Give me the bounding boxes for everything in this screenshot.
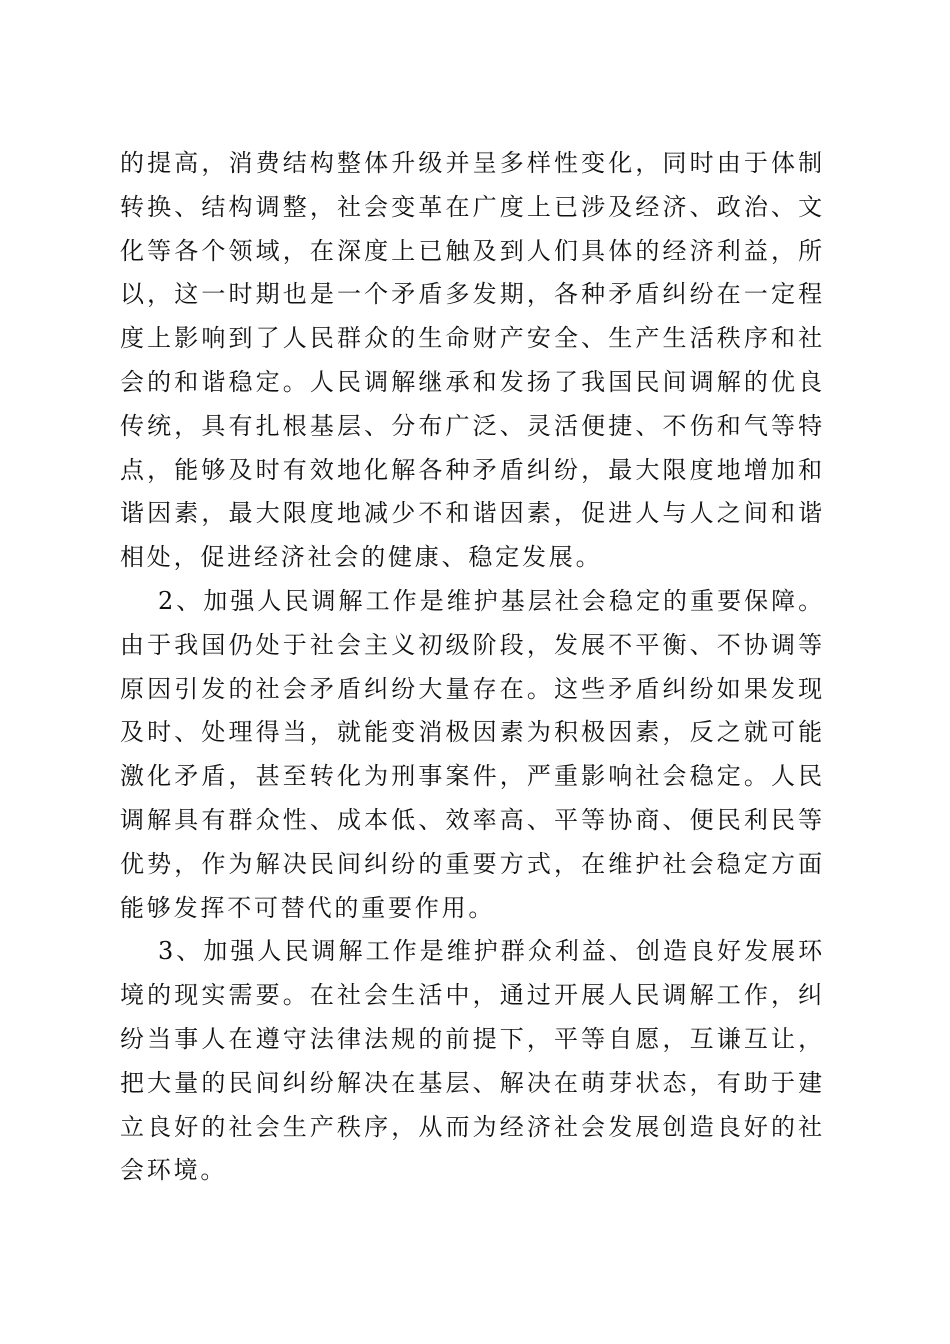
body-text [120, 142, 825, 1193]
paragraph-point-3: 3、加强人民调解工作是维护群众利益、创造良好发展环境的现实需要。在社会生活中，通过开展人民调解工作，纠纷当事人在遵守法律法规的前提下，平等自愿，互谦互让，把大量的民间纠纷解决在基层、解决在萌芽状态，有助于建立良好的社会生产秩序，从而为经济社会发展创造良好的社会环境。 [120, 937, 825, 1185]
paragraph-point-2: 2、加强人民调解工作是维护基层社会稳定的重要保障。由于我国仍处于社会主义初级阶段，发展不平衡、不协调等原因引发的社会矛盾纠纷大量存在。这些矛盾纠纷如果发现及时、处理得当，就能变消极因素为积极因素，反之就可能激化矛盾，甚至转化为刑事案件，严重影响社会稳定。人民调解具有群众性、成本低、效率高、平等协商、便民利民等优势，作为解决民间纠纷的重要方式，在维护社会稳定方面能够发挥不可替代的重要作用。 [120, 586, 825, 922]
paragraph-continuation: 的提高，消费结构整体升级并呈多样性变化，同时由于体制转换、结构调整，社会变革在广度上已涉及经济、政治、文化等各个领域，在深度上已触及到人们具体的经济利益，所以，这一时期也是一个矛盾多发期，各种矛盾纠纷在一定程度上影响到了人民群众的生命财产安全、生产生活秩序和社会的和谐稳定。人民调解继承和发扬了我国民间调解的优良传统，具有扎根基层、分布广泛、灵活便捷、不伤和气等特点，能够及时有效地化解各种矛盾纠纷，最大限度地增加和谐因素，最大限度地减少不和谐因素，促进人与人之间和谐相处，促进经济社会的健康、稳定发展。 [120, 149, 825, 572]
